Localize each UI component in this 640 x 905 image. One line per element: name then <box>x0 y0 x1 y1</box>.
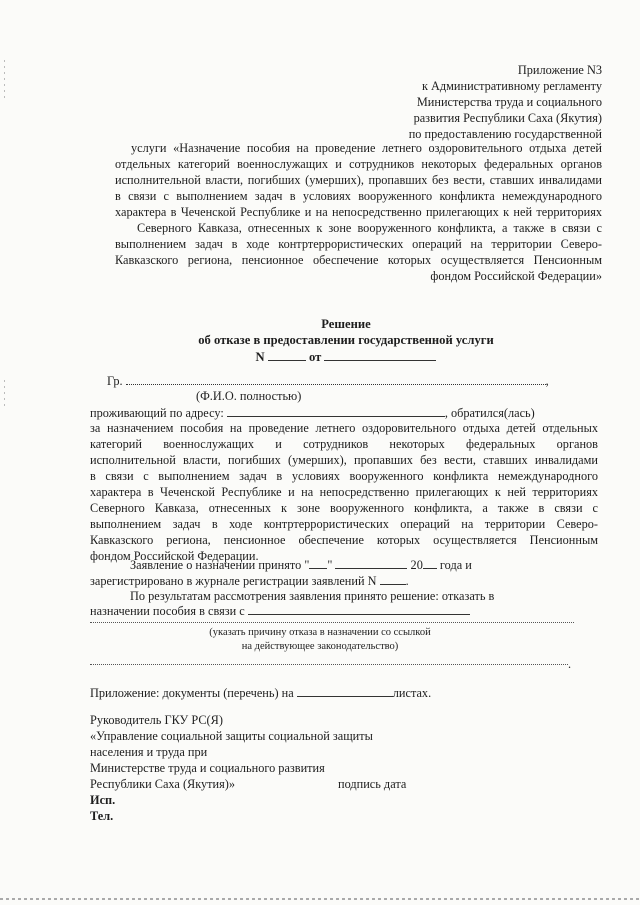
sheets-blank[interactable] <box>297 684 393 697</box>
signature-line: «Управление социальной защиты социальной защиты <box>90 729 373 743</box>
scan-edge-mark <box>4 380 5 410</box>
service-line: в связи с выполнением задач в условиях вооруженного конфликта немеждународного <box>115 189 602 203</box>
signature-line: Республики Саха (Якутия)» <box>90 777 236 791</box>
year-prefix: 20 <box>410 558 423 572</box>
reason-row <box>90 602 470 619</box>
citizen-row <box>107 372 549 389</box>
signature-line: Министерстве труда и социального развития <box>90 761 325 775</box>
appendix-line: развития Республики Саха (Якутия) <box>413 111 602 125</box>
reason-hint: на действующее законодательство) <box>241 641 399 652</box>
service-line: выполнением задач в ходе контртеррористических операций на территории Северо- <box>115 237 602 251</box>
reason-blank[interactable] <box>248 602 470 615</box>
day-blank[interactable] <box>309 556 327 569</box>
address-blank[interactable] <box>227 404 445 417</box>
fio-hint: (Ф.И.О. полностью) <box>196 389 302 403</box>
reason-line[interactable] <box>90 664 568 665</box>
reason-line[interactable] <box>90 622 574 623</box>
from-label: от <box>308 350 322 364</box>
attachment-label: Приложение: документы (перечень) на <box>90 686 294 700</box>
applied-label: , обратился(лась) <box>444 406 535 420</box>
reason-hint: (указать причину отказа в назначении со ссылкой <box>209 627 431 638</box>
attachment-suffix: листах. <box>392 686 432 700</box>
service-line: отдельных категорий военнослужащих и сотрудников некоторых федеральных органов <box>115 157 602 171</box>
decision-number-row <box>26 348 640 365</box>
phone-label: Тел. <box>90 809 114 823</box>
scan-bottom-edge <box>0 898 640 900</box>
citizen-name-blank[interactable] <box>126 372 546 385</box>
purpose-line: выполнением задач в ходе контртеррористических операций на территории Северо- <box>90 517 598 531</box>
signature-line: Руководитель ГКУ РС(Я) <box>90 713 223 727</box>
executor-label: Исп. <box>90 793 116 807</box>
service-line: Кавказского региона, пенсионное обеспечение которых осуществляется Пенсионным <box>115 253 602 267</box>
decision-title: Решение <box>321 317 371 331</box>
service-line: фондом Российской Федерации» <box>430 269 602 283</box>
registered-text: зарегистрировано в журнале регистрации заявлений N <box>90 574 377 588</box>
purpose-line: Кавказского региона, пенсионное обеспечение которых осуществляется Пенсионным <box>90 533 598 547</box>
citizen-label: Гр. <box>107 374 123 388</box>
service-name-block <box>115 140 602 284</box>
registration-number-blank[interactable] <box>380 572 406 585</box>
appendix-line: к Административному регламенту <box>421 79 602 93</box>
month-blank[interactable] <box>335 556 407 569</box>
address-row <box>90 404 535 421</box>
attachment-row <box>90 684 431 701</box>
service-line: Северного Кавказа, отнесенных к зоне вооруженного конфликта, а также в связи с <box>137 221 602 235</box>
service-line: характера в Чеченской Республике и на непосредственно прилегающих к ней территориях <box>115 205 602 219</box>
period: . <box>405 574 409 588</box>
purpose-line: характера в Чеченской Республике и на непосредственно прилегающих к ней территориях <box>90 485 598 499</box>
reason-end-comma: . <box>568 657 572 671</box>
appendix-line: по предоставлению государственной <box>408 127 602 141</box>
date-blank[interactable] <box>324 348 436 361</box>
appendix-line: Приложение N3 <box>517 63 602 77</box>
reason-text: назначении пособия в связи с <box>90 604 245 618</box>
scan-edge-mark <box>4 60 5 100</box>
purpose-line: Северного Кавказа, отнесенных к зоне вооруженного конфликта, а также в связи с <box>90 501 598 515</box>
service-line: услуги «Назначение пособия на проведение летнего оздоровительного отдыха детей <box>131 141 602 155</box>
purpose-line: исполнительной власти, погибших (умерших), пропавших без вести, ставших инвалидами <box>90 453 598 467</box>
application-text: Заявление о назначении принято <box>130 558 302 572</box>
sign-date-label: подпись дата <box>338 777 407 791</box>
comma: , <box>545 374 549 388</box>
number-label: N <box>255 350 265 364</box>
appendix-line: Министерства труда и социального <box>416 95 602 109</box>
purpose-line: категорий военнослужащих и сотрудников некоторых федеральных органов <box>90 437 598 451</box>
residing-label: проживающий по адресу: <box>90 406 224 420</box>
number-blank[interactable] <box>268 348 306 361</box>
year-blank[interactable] <box>423 556 437 569</box>
review-row: По результатам рассмотрения заявления принято решение: отказать в <box>130 589 495 603</box>
quote: " <box>327 558 333 572</box>
purpose-line: в связи с выполнением задач в условиях вооруженного конфликта немеждународного <box>90 469 598 483</box>
registration-row <box>90 572 409 589</box>
purpose-line: фондом Российской Федерации. <box>90 549 259 563</box>
quote: " <box>304 558 310 572</box>
purpose-paragraph <box>90 420 598 564</box>
year-suffix: года и <box>439 558 472 572</box>
service-line: исполнительной власти, погибших (умерших), пропавших без вести, ставших инвалидами <box>115 173 602 187</box>
decision-subtitle: об отказе в предоставлении государственной услуги <box>198 333 494 347</box>
application-row <box>130 556 472 573</box>
signature-line: населения и труда при <box>90 745 208 759</box>
purpose-line: за назначением пособия на проведение летнего оздоровительного отдыха детей отдельных <box>90 421 598 435</box>
